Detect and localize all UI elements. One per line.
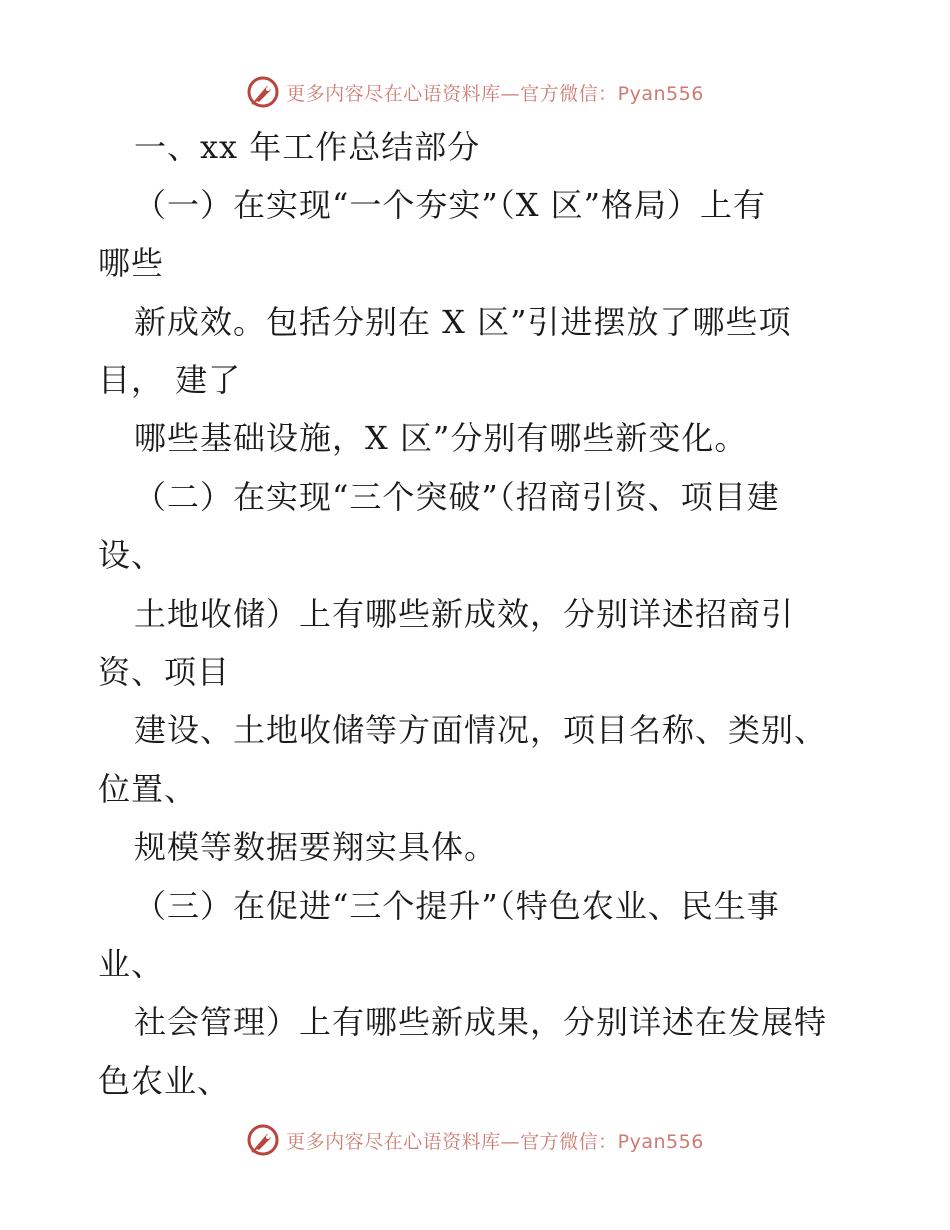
paragraph-line: 规模等数据要翔实具体。 <box>134 828 498 866</box>
paragraph-line: 新成效。包括分别在 X 区”引进摆放了哪些项 <box>134 303 792 341</box>
paragraph-line: 位置、 <box>98 770 198 808</box>
paragraph-line: 建设、土地收储等方面情况，项目名称、类别、 <box>134 711 828 749</box>
paragraph-line: 社会管理）上有哪些新成果，分别详述在发展特 <box>134 1003 828 1041</box>
pen-nib-logo-icon <box>246 1123 280 1157</box>
paragraph-line: 资、项目 <box>98 653 231 691</box>
paragraph-line: 目， 建了 <box>98 361 242 399</box>
heading-line: 一、xx 年工作总结部分 <box>134 128 481 166</box>
watermark-id: Pyan556 <box>617 82 704 105</box>
paragraph-line: （二）在实现“三个突破”（招商引资、项目建 <box>134 478 780 516</box>
watermark-label: 更多内容尽在心语资料库—官方微信： <box>286 1130 618 1153</box>
paragraph-line: 业、 <box>98 945 165 983</box>
paragraph-line: 哪些 <box>98 244 165 282</box>
watermark-label: 更多内容尽在心语资料库—官方微信： <box>286 82 618 105</box>
paragraph-line: 土地收储）上有哪些新成效，分别详述招商引 <box>134 595 795 633</box>
paragraph-line: （三）在促进“三个提升”（特色农业、民生事 <box>134 887 780 925</box>
paragraph-line: 设、 <box>98 536 165 574</box>
paragraph-line: 哪些基础设施，X 区”分别有哪些新变化。 <box>134 419 748 457</box>
watermark-id: Pyan556 <box>617 1130 704 1153</box>
paragraph-line: （一）在实现“一个夯实”（X 区”格局）上有 <box>134 186 767 224</box>
paragraph-line: 色农业、 <box>98 1062 231 1100</box>
watermark-text <box>286 1127 704 1154</box>
footer-watermark <box>0 1120 950 1160</box>
